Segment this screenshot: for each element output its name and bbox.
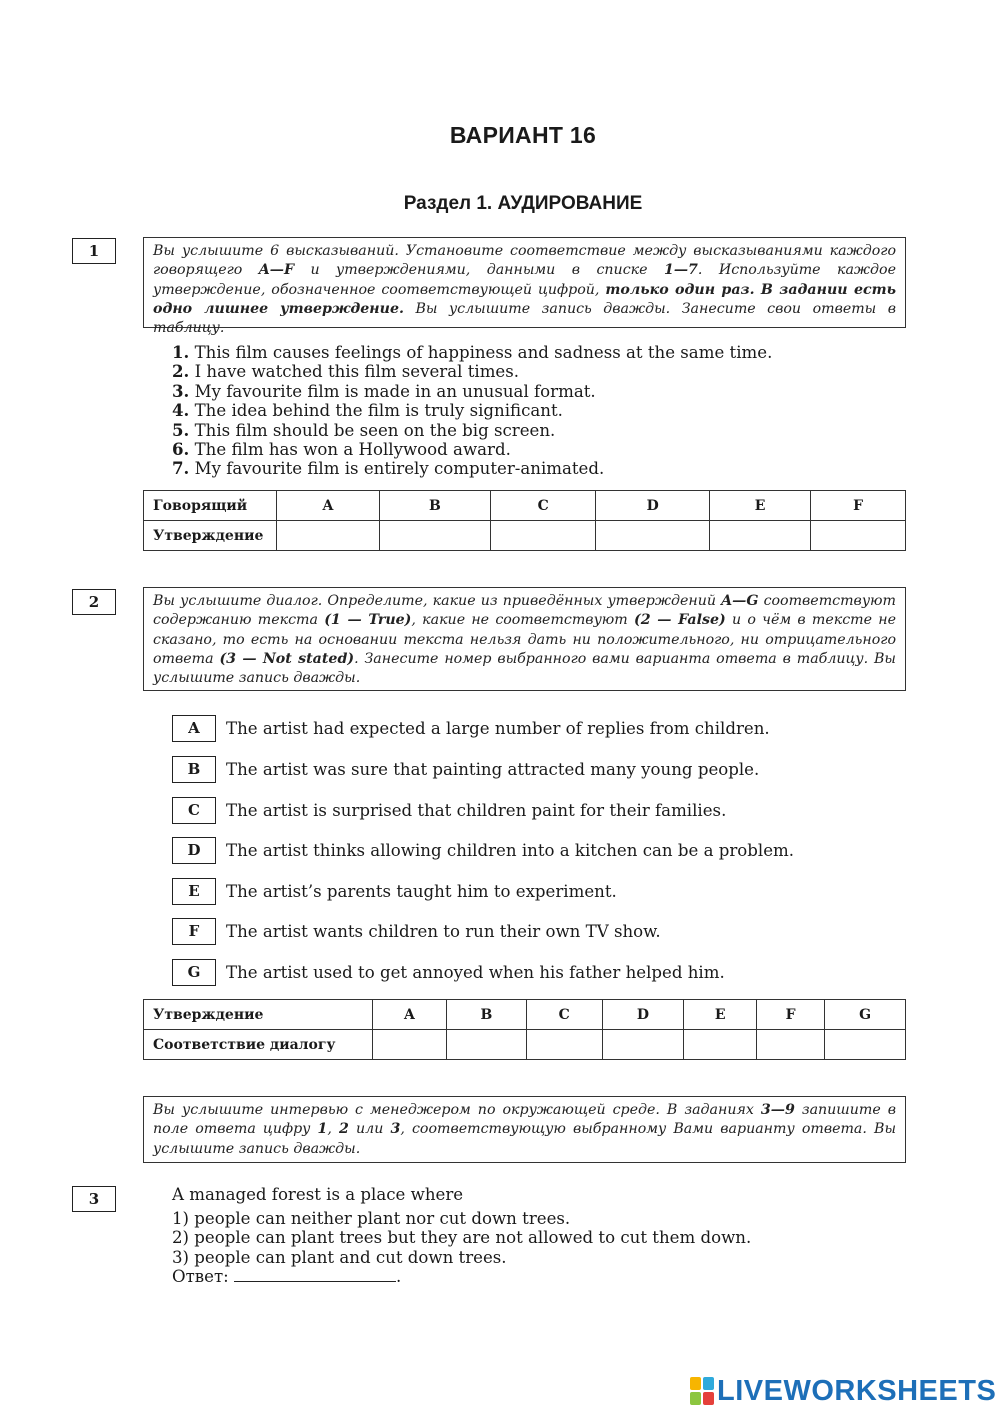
- table-column-header: F: [757, 1000, 825, 1030]
- instruction-text-run: 2: [339, 1121, 349, 1138]
- statement-item: [172, 440, 772, 459]
- instruction-text-run: Вы услышите 6 высказываний. Установите соответствие между высказываниями каждого говорящего: [153, 243, 896, 279]
- statement-item: [172, 382, 772, 401]
- instruction-text-run: Вы услышите интервью с менеджером по окружающей среде. В заданиях: [153, 1102, 761, 1118]
- answer-cell[interactable]: [277, 521, 380, 551]
- table-row-label: Утверждение: [144, 1000, 373, 1030]
- task-3-option-3: 3) people can plant and cut down trees.: [172, 1247, 507, 1267]
- statement-number: 1.: [172, 342, 190, 362]
- statement-number: 7.: [172, 458, 190, 479]
- option-letter-box: G: [172, 959, 216, 986]
- instruction-text-run: (2 — False): [634, 612, 726, 629]
- statement-text: This film causes feelings of happiness and sadness at the same time.: [189, 343, 773, 362]
- answer-cell[interactable]: [596, 521, 710, 551]
- option-text: The artist was sure that painting attracted many young people.: [226, 759, 760, 779]
- statement-option: [172, 836, 794, 864]
- statement-item: [172, 421, 772, 440]
- statement-option: [172, 796, 726, 824]
- section-title: Раздел 1. АУДИРОВАНИЕ: [403, 193, 643, 214]
- instruction-text-run: соответствуют содержанию текста: [153, 593, 896, 629]
- table-column-header: E: [710, 491, 811, 521]
- statement-option: [172, 917, 661, 945]
- table-row-label: Соответствие диалогу: [144, 1030, 373, 1060]
- option-text: The artist used to get annoyed when his father helped him.: [226, 962, 725, 982]
- option-text: The artist is surprised that children paint for their families.: [226, 800, 727, 820]
- answer-cell[interactable]: [825, 1030, 906, 1060]
- option-letter-box: D: [172, 837, 216, 864]
- task-1-number: 1: [72, 238, 116, 264]
- table-row-label: Говорящий: [144, 491, 277, 521]
- table-column-header: A: [277, 491, 380, 521]
- statement-item: [172, 401, 772, 420]
- task-3-number: 3: [72, 1186, 116, 1212]
- task-2-answer-table: [143, 999, 906, 1060]
- option-letter-box: A: [172, 715, 216, 742]
- answer-label: Ответ:: [172, 1267, 229, 1287]
- option-text: The artist had expected a large number of replies from children.: [226, 718, 770, 738]
- instruction-text-run: , какие не соответствуют: [411, 612, 634, 629]
- instruction-text-run: Вы услышите запись дважды. Занесите свои ответы в таблицу.: [153, 300, 897, 337]
- table-column-header: E: [684, 1000, 757, 1030]
- option-text: The artist thinks allowing children into a kitchen can be a problem.: [226, 840, 795, 860]
- instruction-text-run: A—G: [721, 593, 759, 609]
- answer-input-line[interactable]: [234, 1268, 396, 1282]
- instruction-text-run: 3: [390, 1121, 401, 1138]
- instruction-text-run: только один раз. В задании есть одно лишнее утверждение.: [153, 281, 896, 317]
- option-letter-box: B: [172, 756, 216, 783]
- answer-cell[interactable]: [710, 521, 811, 551]
- answer-cell[interactable]: [446, 1030, 526, 1060]
- variant-title: ВАРИАНТ 16: [449, 122, 597, 148]
- table-column-header: B: [379, 491, 490, 521]
- task-3-answer-row: [172, 1267, 751, 1287]
- answer-period: .: [396, 1267, 402, 1287]
- task-3-option-1: 1) people can neither plant nor cut down trees.: [172, 1208, 571, 1228]
- logo-text: LIVEWORKSHEETS: [717, 1374, 997, 1407]
- instruction-text-run: 1—7: [663, 262, 698, 279]
- statement-number: 4.: [172, 400, 190, 421]
- instruction-text-run: A—F: [258, 262, 295, 279]
- liveworksheets-logo: [690, 1376, 996, 1406]
- instruction-text-run: или: [348, 1121, 391, 1138]
- table-column-header: D: [602, 1000, 684, 1030]
- instruction-text-run: запишите в поле ответа цифру: [153, 1102, 896, 1138]
- instruction-text-run: 1: [317, 1121, 328, 1138]
- instruction-text-run: и утверждениями, данными в списке: [294, 262, 664, 279]
- task-1-statements: [172, 343, 772, 479]
- table-column-header: C: [526, 1000, 602, 1030]
- statement-number: 2.: [172, 361, 190, 382]
- task-2-instruction: [143, 587, 906, 691]
- instruction-text-run: (1 — True): [324, 612, 412, 629]
- task-2-number: 2: [72, 589, 116, 615]
- statement-option: [172, 755, 759, 783]
- statement-option: [172, 958, 725, 986]
- statement-option: [172, 714, 770, 742]
- statement-text: I have watched this film several times.: [189, 362, 520, 382]
- table-column-header: F: [811, 491, 906, 521]
- option-text: The artist wants children to run their own TV show.: [226, 921, 661, 941]
- instruction-text-run: и о чём в тексте не сказано, то есть на основании текста нельзя дать ни положительного, ни отрицательного ответа: [153, 612, 896, 667]
- answer-cell[interactable]: [757, 1030, 825, 1060]
- instruction-text-run: , соответствующую выбранному Вами варианту ответа. Вы услышите запись дважды.: [153, 1121, 896, 1157]
- task-3-question: [172, 1185, 751, 1287]
- instruction-text-run: 3—9: [760, 1102, 795, 1118]
- option-letter-box: C: [172, 797, 216, 824]
- instruction-text-run: ,: [327, 1121, 340, 1138]
- statement-item: [172, 362, 772, 381]
- instruction-text-run: (3 — Not stated): [219, 650, 355, 667]
- task-3-stem: A managed forest is a place where: [172, 1185, 464, 1204]
- statement-text: The film has won a Hollywood award.: [189, 440, 511, 460]
- table-column-header: A: [373, 1000, 447, 1030]
- logo-mark-icon: [690, 1377, 714, 1405]
- table-column-header: C: [491, 491, 596, 521]
- tasks-3-9-instruction: [143, 1096, 906, 1163]
- task-1-instruction: [143, 237, 906, 337]
- answer-cell[interactable]: [491, 521, 596, 551]
- instruction-text-run: . Используйте каждое утверждение, обозначенное соответствующей цифрой,: [153, 262, 896, 298]
- instruction-text-run: . Занесите номер выбранного вами варианта ответа в таблицу. Вы услышите запись дважды.: [153, 650, 896, 687]
- statement-text: This film should be seen on the big screen.: [189, 420, 556, 440]
- answer-cell[interactable]: [526, 1030, 602, 1060]
- answer-cell[interactable]: [684, 1030, 757, 1060]
- task-3-option-2: 2) people can plant trees but they are not allowed to cut them down.: [172, 1228, 752, 1248]
- option-text: The artist’s parents taught him to experiment.: [226, 881, 617, 901]
- task-1-answer-table: [143, 490, 906, 551]
- answer-cell[interactable]: [602, 1030, 684, 1060]
- statement-text: The idea behind the film is truly significant.: [189, 401, 563, 421]
- statement-text: My favourite film is entirely computer-animated.: [189, 459, 605, 479]
- statement-number: 3.: [172, 380, 190, 401]
- option-letter-box: F: [172, 918, 216, 945]
- statement-item: [172, 343, 772, 362]
- table-row-label: Утверждение: [144, 521, 277, 551]
- answer-cell[interactable]: [811, 521, 906, 551]
- statement-item: [172, 459, 772, 478]
- statement-number: 6.: [172, 439, 190, 460]
- instruction-text-run: Вы услышите диалог. Определите, какие из приведённых утверждений: [153, 593, 722, 609]
- statement-text: My favourite film is made in an unusual format.: [189, 381, 596, 401]
- answer-cell[interactable]: [373, 1030, 447, 1060]
- statement-option: [172, 877, 617, 905]
- answer-cell[interactable]: [379, 521, 490, 551]
- option-letter-box: E: [172, 878, 216, 905]
- statement-number: 5.: [172, 419, 190, 440]
- table-column-header: G: [825, 1000, 906, 1030]
- table-column-header: B: [446, 1000, 526, 1030]
- table-column-header: D: [596, 491, 710, 521]
